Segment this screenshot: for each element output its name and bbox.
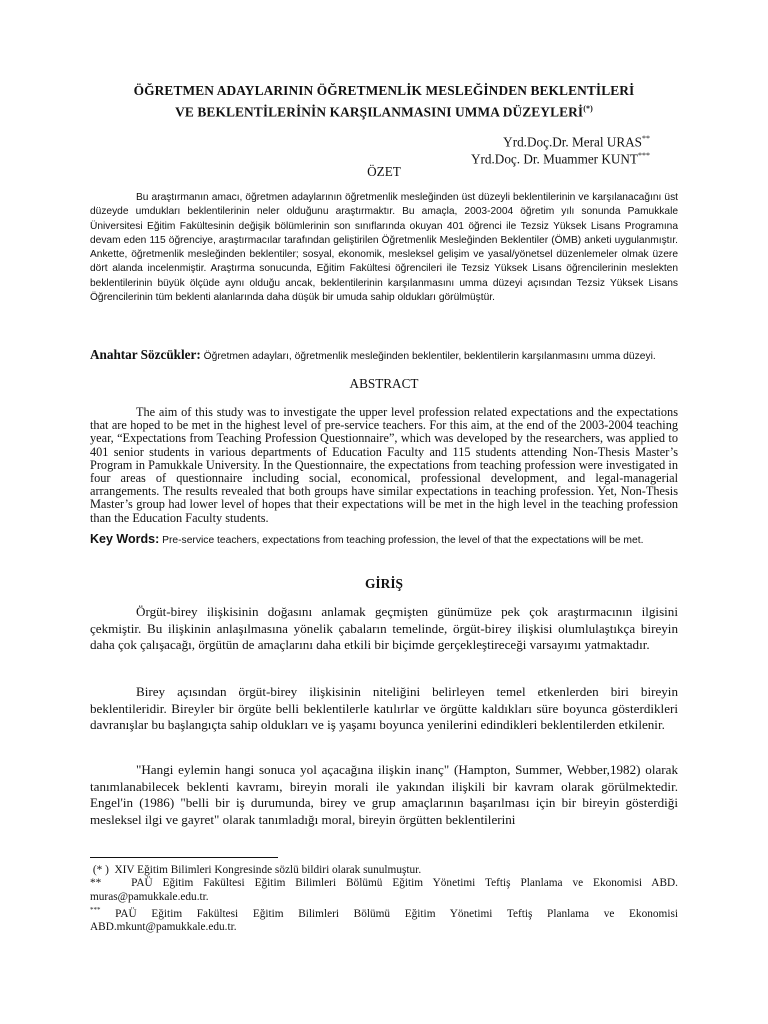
body-paragraph-3: "Hangi eylemin hangi sonuca yol açacağına ilişkin inanç" (Hampton, Summer, Webber,1982) olarak tanımlanabilecek beklenti kavramı, bireyin morali ile yakından ilişkili bir kavram olarak görülmektedir. Engel'in (1986) "belli bir iş durumunda, birey ve grup amaçlarının başarılması için bir bireyin gösterdiği mesleksel ilgi ve gayret" olarak tanımladığı moral, bireyin örgütten beklentilerini bbox=[90, 762, 678, 827]
footnote-1-mark: (* ) bbox=[92, 864, 109, 876]
footnote-2-text: PAÜ Eğitim Fakültesi Eğitim Bilimleri Bölümü Eğitim Yönetimi Teftiş Planlama ve Ekonomisi ABD. muras@pamukkale.edu.tr. bbox=[90, 877, 678, 903]
keywords-tr-text: Öğretmen adayları, öğretmenlik mesleğinden beklentiler, beklentilerin karşılanmasını umma düzeyi. bbox=[203, 351, 656, 362]
footnote-3-text: PAÜ Eğitim Fakültesi Eğitim Bilimleri Bölümü Eğitim Yönetimi Teftiş Planlama ve Ekonomisi ABD.mkunt@pamukkale.edu.tr. bbox=[90, 907, 678, 934]
keywords-en-text: Pre-service teachers, expectations from teaching profession, the level of that the expectations will be met. bbox=[162, 535, 644, 546]
footnote-2-mark: ** bbox=[90, 877, 102, 890]
author-1-mark: ** bbox=[642, 134, 650, 143]
footnotes bbox=[90, 864, 678, 935]
abstract-paragraph bbox=[90, 406, 678, 525]
footnote-3 bbox=[90, 904, 678, 935]
author-1-name: Yrd.Doç.Dr. Meral URAS bbox=[503, 134, 642, 150]
title-footnote-mark: (*) bbox=[583, 104, 593, 113]
title-line-1: ÖĞRETMEN ADAYLARININ ÖĞRETMENLİK MESLEĞİNDEN BEKLENTİLERİ bbox=[133, 83, 635, 98]
keywords-en bbox=[90, 532, 678, 548]
abstract-text: The aim of this study was to investigate the upper level profession related expectations and the expectations that are hoped to be met in the highest level of pre-service teachers. For this aim, at the end of the 2003-2004 teaching year, “Expectations from Teaching Profession Questionnaire”, which was developed by the researchers, was applied to 401 senior students in various departments of Education Faculty and 115 students attending Non-Thesis Master’s Program in Pamukkale University. In the Questionnaire, the expectations from teaching profession were investigated in four areas of questionnaire including social, economical, professional development, and legal-managerial arrangements. The results revealed that both groups have similar expectations in teaching profession. Yet, Non-Thesis Master’s group had lower level of hopes that their expectations will be met in the high level in the teaching profession than the Education Faculty students. bbox=[90, 405, 678, 525]
body-paragraph-1: Örgüt-birey ilişkisinin doğasını anlamak geçmişten günümüze pek çok araştırmacının ilgisini çekmiştir. Bu ilişkinin anlaşılmasına yönelik çabaların temelinde, örgüt-birey ilişkisi olumlulaştıkça bireyin daha çok çalışacağı, örgütün de amaçlarını daha etkili bir biçimde gerçekleştireceği varsayımı yatmaktadır. bbox=[90, 604, 678, 653]
keywords-tr bbox=[90, 347, 678, 364]
footnote-3-mark: *** bbox=[90, 906, 101, 915]
body-paragraph-2: Birey açısından örgüt-birey ilişkisinin niteliğini belirleyen temel etkenlerden biri bireyin beklentileridir. Bireyler bir örgüte belli beklentilerle katılırlar ve örgütte kaldıkları süre boyunca gösterdikleri davranışlar bu başlangıçta sahip oldukları ve iş yaşamı boyunca yenilerini edindikleri beklentilerden etkilenir. bbox=[90, 684, 678, 733]
author-2-name: Yrd.Doç. Dr. Muammer KUNT bbox=[470, 151, 638, 167]
footnote-divider bbox=[90, 857, 278, 858]
author-2-mark: *** bbox=[638, 151, 650, 160]
ozet-paragraph bbox=[90, 191, 678, 305]
footnote-2 bbox=[90, 877, 678, 904]
footnote-1 bbox=[90, 864, 678, 877]
ozet-heading: ÖZET bbox=[367, 164, 401, 179]
title-line-2 bbox=[90, 100, 678, 121]
keywords-tr-label: Anahtar Sözcükler: bbox=[90, 347, 201, 362]
keywords-en-label: Key Words: bbox=[90, 532, 160, 546]
giris-heading: GİRİŞ bbox=[365, 576, 403, 591]
paper-title bbox=[90, 82, 678, 121]
title-line-2-text: VE BEKLENTİLERİNİN KARŞILANMASINI UMMA DÜZEYLERİ bbox=[175, 104, 584, 120]
abstract-heading: ABSTRACT bbox=[349, 376, 419, 391]
ozet-text: Bu araştırmanın amacı, öğretmen adaylarının öğretmenlik mesleğinden üst düzeyli beklentilerinin ve karşılanacağını üst düzeyde umdukları beklentilerinin neler olduğunu araştırmaktır. Bu amaçla, 2003-2004 öğretim yılı sonunda Pamukkale Üniversitesi Eğitim Fakültesinin değişik bölümlerinin son sınıflarında okuyan 401 öğrenci ile Tezsiz Yüksek Lisans Programına devam eden 115 öğrenciye, araştırmacılar tarafından geliştirilen Öğretmenlik Mesleğinden Beklentiler (ÖMB) anketi uygulanmıştır. Ankette, öğretmenlik mesleğinden beklentiler; sosyal, ekonomik, mesleksel gelişim ve yasal/yönetsel düzenlemeler olmak üzere dört alanda incelenmiştir. Araştırma sonucunda, Eğitim Fakültesi öğrencileri ile Tezsiz Yüksek Lisans öğrencilerinin meslekten beklentilerinin büyük ölçüde aynı olduğu ancak, beklentilerinin karşılanmasını umma düzeyi açısından Tezsiz Yüksek Lisans Öğrencilerinin tüm beklenti alanlarında daha düşük bir umuda sahip oldukları görülmüştür. bbox=[90, 192, 678, 304]
footnote-1-text: XIV Eğitim Bilimleri Kongresinde sözlü bildiri olarak sunulmuştur. bbox=[114, 864, 422, 876]
